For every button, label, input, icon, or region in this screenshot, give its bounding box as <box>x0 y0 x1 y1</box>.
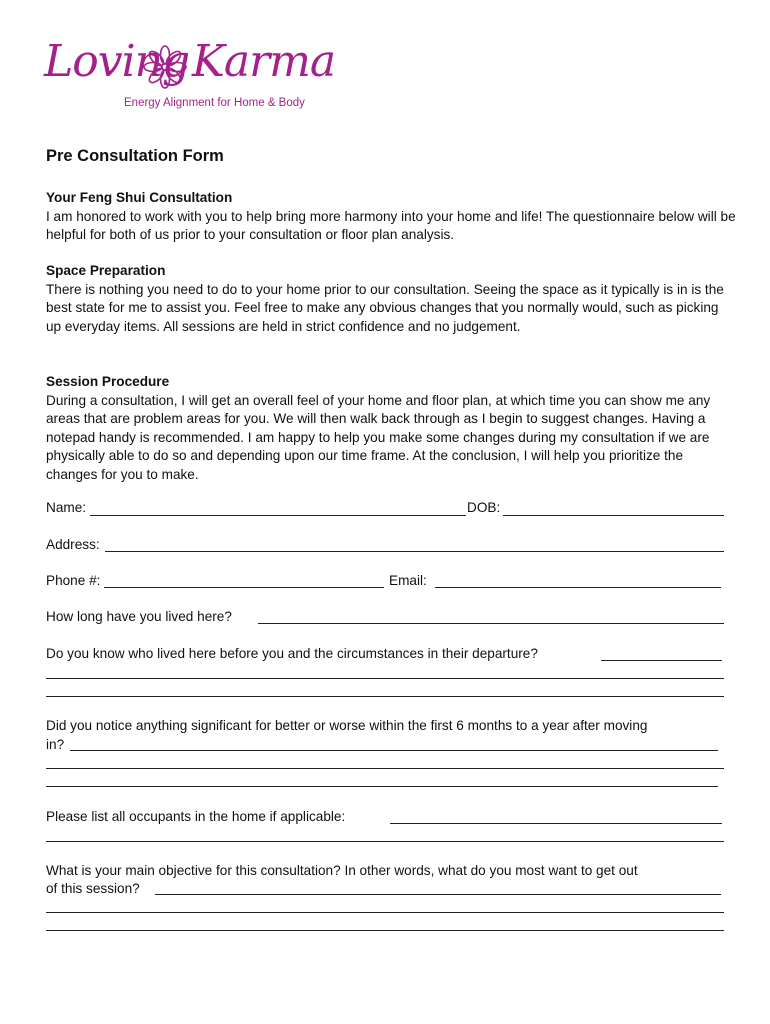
section-heading: Your Feng Shui Consultation <box>46 190 233 205</box>
section-heading: Session Procedure <box>46 374 170 389</box>
email-field[interactable] <box>435 587 721 588</box>
previous-occupants-field[interactable] <box>601 660 722 661</box>
phone-field[interactable] <box>104 587 384 588</box>
logo-word-karma: Karma <box>192 36 336 87</box>
section-text: I am honored to work with you to help bring more harmony into your home and life! The questionnaire below will be helpful for both of us prior to your consultation or floor plan analysis. <box>46 208 736 242</box>
answer-line[interactable] <box>46 912 724 913</box>
answer-line[interactable] <box>46 678 724 679</box>
answer-line[interactable] <box>46 930 724 931</box>
form-title: Pre Consultation Form <box>46 147 224 165</box>
section-consultation <box>46 189 736 245</box>
occupants-label: Please list all occupants in the home if applicable: <box>46 809 346 824</box>
email-label: Email: <box>389 573 427 588</box>
logo-word-loving: Loving <box>44 36 190 87</box>
answer-line[interactable] <box>46 786 718 787</box>
name-field[interactable] <box>90 515 466 516</box>
answer-line[interactable] <box>46 841 724 842</box>
lived-here-field[interactable] <box>258 623 724 624</box>
objective-field[interactable] <box>155 894 721 895</box>
section-heading: Space Preparation <box>46 263 166 278</box>
previous-occupants-label: Do you know who lived here before you and the circumstances in their departure? <box>46 646 538 661</box>
name-label: Name: <box>46 500 87 515</box>
phone-label: Phone #: <box>46 573 101 588</box>
significant-label: Did you notice anything significant for better or worse within the first 6 months to a year after moving <box>46 718 648 733</box>
objective-label: What is your main objective for this consultation? In other words, what do you most want to get out <box>46 863 638 878</box>
lived-here-label: How long have you lived here? <box>46 609 232 624</box>
significant-label-cont: in? <box>46 737 65 752</box>
address-field[interactable] <box>105 551 724 552</box>
section-session-procedure <box>46 373 736 484</box>
section-space-preparation <box>46 262 736 336</box>
dob-label: DOB: <box>467 500 501 515</box>
logo <box>42 30 342 115</box>
answer-line[interactable] <box>46 696 724 697</box>
address-label: Address: <box>46 537 100 552</box>
answer-line[interactable] <box>46 768 724 769</box>
section-text: During a consultation, I will get an overall feel of your home and floor plan, at which time you can show me any areas that are problem areas for you. We will then walk back through as I begin to suggest changes. Having a notepad handy is recommended. I am happy to help you make some changes during my consultation if we are physically able to do so and depending upon our time frame. At the conclusion, I will help you prioritize the changes for you to make. <box>46 392 711 482</box>
flower-icon <box>142 44 188 90</box>
section-text: There is nothing you need to do to your home prior to our consultation. Seeing the space as it typically is in is the best state for me to assist you. Feel free to make any obvious changes that you normally would, such as picking up everyday items. All sessions are held in strict confidence and no judgement. <box>46 281 724 334</box>
dob-field[interactable] <box>503 515 724 516</box>
occupants-field[interactable] <box>390 823 722 824</box>
logo-tagline: Energy Alignment for Home & Body <box>124 97 305 109</box>
significant-field[interactable] <box>70 750 718 751</box>
objective-label-cont: of this session? <box>46 881 140 896</box>
